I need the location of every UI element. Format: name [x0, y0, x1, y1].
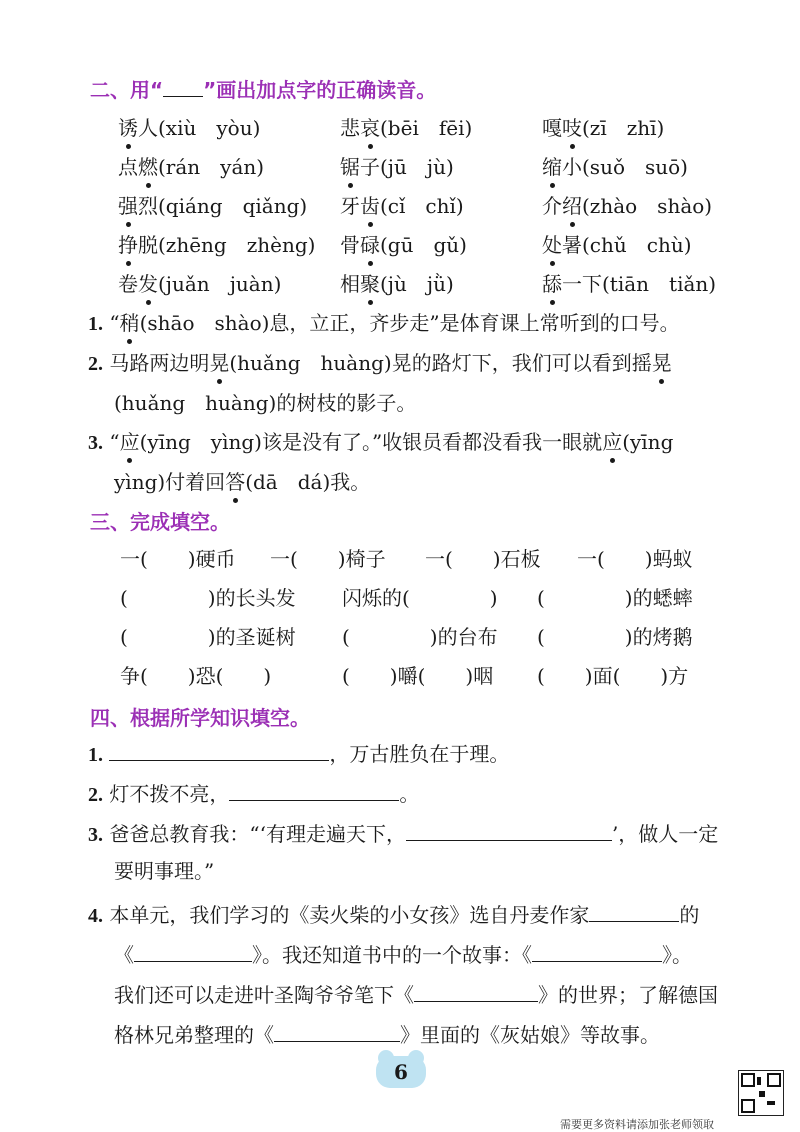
q3-text-b: (yīng yìng)该是没有了。”收银员看都没看我一眼就 — [139, 430, 603, 454]
pinyin-text-post: (bēi fēi) — [380, 116, 473, 140]
s4-q4-text-h: 格林兄弟整理的《 — [114, 1023, 274, 1047]
question-number: 1. — [88, 313, 103, 335]
question-3 — [88, 428, 673, 457]
q3-text-e: (dā dá)我。 — [245, 470, 371, 494]
dotted-char: 应 — [119, 430, 140, 454]
pinyin-item — [118, 153, 264, 181]
dotted-char: 碌 — [360, 233, 380, 257]
pinyin-text-post: 烈(qiáng qiǎng) — [138, 194, 308, 218]
pinyin-text-pre: 骨 — [340, 233, 360, 257]
question-2-cont — [114, 389, 416, 417]
question-number: 3. — [88, 432, 103, 454]
s4-q1-text: ，万古胜负在于理。 — [329, 742, 510, 766]
fill-row-1-col-4: 一( )蚂蚁 — [577, 547, 693, 571]
pinyin-text-pre: 点 — [118, 155, 138, 179]
question-3-cont — [114, 468, 370, 496]
fill-row-1-col-1: 一( )硬币 — [120, 547, 236, 571]
page-number: 6 — [394, 1060, 408, 1084]
pinyin-item — [118, 192, 307, 220]
dotted-char: 舔 — [542, 272, 562, 296]
pinyin-text-post: (zī zhī) — [582, 116, 665, 140]
dotted-char: 挣 — [118, 233, 138, 257]
s4-question-3 — [88, 820, 718, 849]
dotted-char: 稍 — [119, 311, 140, 335]
answer-blank[interactable] — [414, 981, 538, 1002]
dotted-char: 应 — [602, 430, 623, 454]
s4-q4-text-i: 》里面的《灰姑娘》等故事。 — [400, 1023, 660, 1047]
answer-blank[interactable] — [109, 740, 329, 761]
dotted-char: 答 — [225, 470, 246, 494]
pinyin-item — [340, 192, 464, 220]
s4-question-4-line2 — [114, 941, 692, 969]
pinyin-text-post: (zhào shào) — [582, 194, 713, 218]
s4-q3-text-a: 爸爸总教育我：“‘有理走遍天下， — [109, 822, 406, 846]
dotted-char: 锯 — [340, 155, 360, 179]
pinyin-text-post: (rán yán) — [158, 155, 265, 179]
question-1 — [88, 309, 680, 338]
pinyin-text-post: (juǎn juàn) — [158, 272, 282, 296]
pinyin-text-pre: 介 — [542, 194, 562, 218]
pinyin-text-post: (cǐ chǐ) — [380, 194, 464, 218]
answer-blank[interactable] — [589, 901, 679, 922]
s4-q2-text: 灯不拨不亮， — [109, 782, 230, 806]
fill-row-3-col-3: ( )的烤鹅 — [537, 625, 693, 649]
s4-question-1 — [88, 740, 509, 769]
fill-row-4-col-3: ( )面( )方 — [537, 664, 689, 688]
dotted-char: 绍 — [562, 194, 582, 218]
pinyin-text-post: 暑(chǔ chù) — [562, 233, 692, 257]
question-number: 2. — [88, 784, 103, 806]
pinyin-item — [340, 114, 472, 142]
s4-q4-text-d: 》。我还知道书中的一个故事：《 — [252, 943, 532, 967]
fill-row-1-col-2: 一( )椅子 — [270, 547, 386, 571]
dotted-char: 齿 — [360, 194, 380, 218]
dotted-char: 聚 — [360, 272, 380, 296]
fill-row-2-col-2: 闪烁的( ) — [342, 586, 498, 610]
s4-question-4-line3 — [114, 981, 718, 1009]
s4-question-4 — [88, 901, 699, 930]
fill-row-2-col-3: ( )的蟋蟀 — [537, 586, 693, 610]
question-number: 2. — [88, 353, 103, 375]
dotted-char: 强 — [118, 194, 138, 218]
fill-row-3-col-2: ( )的台布 — [342, 625, 498, 649]
answer-blank[interactable] — [406, 820, 612, 841]
q3-text-c: (yīng — [622, 430, 674, 454]
section2-heading — [90, 74, 436, 103]
s4-question-3-cont: 要明事理。” — [114, 859, 215, 883]
dotted-char: 诱 — [118, 116, 138, 140]
q2-text-c: (huǎng huàng)的树枝的影子。 — [114, 391, 417, 415]
s4-q2-end: 。 — [399, 782, 420, 806]
pinyin-item — [340, 270, 454, 298]
q3-text-d: yìng)付着回 — [114, 470, 226, 494]
heading-text-pre: 二、用“ — [90, 78, 164, 102]
fill-row-4-col-2: ( )嚼( )咽 — [342, 664, 494, 688]
fill-row-2-col-1: ( )的长头发 — [120, 586, 296, 610]
pinyin-item — [118, 231, 315, 259]
section4-heading: 四、根据所学知识填空。 — [90, 706, 310, 730]
s4-q4-text-f: 我们还可以走进叶圣陶爷爷笔下《 — [114, 983, 414, 1007]
dotted-char: 晃 — [209, 351, 230, 375]
qr-code-icon[interactable] — [738, 1070, 784, 1116]
pinyin-text-pre: 卷 — [118, 272, 138, 296]
question-number: 3. — [88, 824, 103, 846]
s4-q4-text-b: 的 — [679, 903, 700, 927]
question-2 — [88, 349, 672, 378]
question-number: 4. — [88, 905, 103, 927]
pinyin-item — [118, 270, 281, 298]
fill-row-3-col-1: ( )的圣诞树 — [120, 625, 296, 649]
q2-text-a: 马路两边明 — [109, 351, 210, 375]
footer-note: 需要更多资料请添加张老师领取 — [560, 1118, 714, 1131]
dotted-char: 吱 — [562, 116, 582, 140]
question-number: 1. — [88, 744, 103, 766]
heading-text-post: ”画出加点字的正确读音。 — [203, 78, 437, 102]
pinyin-text-post: (jù jǜ) — [380, 272, 454, 296]
dotted-char: 哀 — [360, 116, 380, 140]
q3-text-a: “ — [109, 430, 120, 454]
pinyin-item — [340, 153, 454, 181]
section3-heading: 三、完成填空。 — [90, 510, 230, 534]
s4-q4-text-a: 本单元，我们学习的《卖火柴的小女孩》选自丹麦作家 — [109, 903, 590, 927]
fill-row-1-col-3: 一( )石板 — [425, 547, 541, 571]
pinyin-text-post: (gū gǔ) — [380, 233, 467, 257]
pinyin-text-pre: 牙 — [340, 194, 360, 218]
pinyin-item — [340, 231, 467, 259]
dotted-char: 处 — [542, 233, 562, 257]
underline-sample — [163, 80, 203, 97]
pinyin-text-post: 子(jū jù) — [360, 155, 454, 179]
s4-q4-text-g: 》的世界；了解德国 — [538, 983, 718, 1007]
s4-q3-text-b: ’，做人一定 — [611, 822, 719, 846]
dotted-char: 缩 — [542, 155, 562, 179]
pinyin-text-pre: 悲 — [340, 116, 360, 140]
answer-blank[interactable] — [274, 1021, 400, 1042]
dotted-char: 发 — [138, 272, 158, 296]
pinyin-item — [542, 270, 716, 298]
pinyin-item — [118, 114, 260, 142]
pinyin-text-post: 脱(zhēng zhèng) — [138, 233, 316, 257]
pinyin-text-post: 小(suǒ suō) — [562, 155, 688, 179]
s4-question-2 — [88, 780, 419, 809]
dotted-char: 燃 — [138, 155, 158, 179]
pinyin-item — [542, 114, 664, 142]
dotted-char: 晃 — [651, 351, 672, 375]
fill-row-4-col-1: 争( )恐( ) — [120, 664, 272, 688]
q1-text-b: (shāo shào)息，立正，齐步走”是体育课上常听到的口号。 — [139, 311, 680, 335]
pinyin-text-pre: 嘎 — [542, 116, 562, 140]
s4-q4-text-e: 》。 — [662, 943, 692, 967]
answer-blank[interactable] — [134, 941, 252, 962]
pinyin-text-pre: 相 — [340, 272, 360, 296]
answer-blank[interactable] — [229, 780, 399, 801]
s4-question-4-line4 — [114, 1021, 660, 1049]
q2-text-b: (huǎng huàng)晃的路灯下，我们可以看到摇 — [229, 351, 652, 375]
answer-blank[interactable] — [532, 941, 662, 962]
q1-text-a: “ — [109, 311, 120, 335]
pinyin-item — [542, 153, 688, 181]
s4-q4-text-c: 《 — [114, 943, 134, 967]
page-number-badge — [376, 1056, 426, 1088]
pinyin-item — [542, 231, 692, 259]
pinyin-text-post: 人(xiù yòu) — [138, 116, 261, 140]
pinyin-text-post: 一下(tiān tiǎn) — [562, 272, 717, 296]
pinyin-item — [542, 192, 712, 220]
